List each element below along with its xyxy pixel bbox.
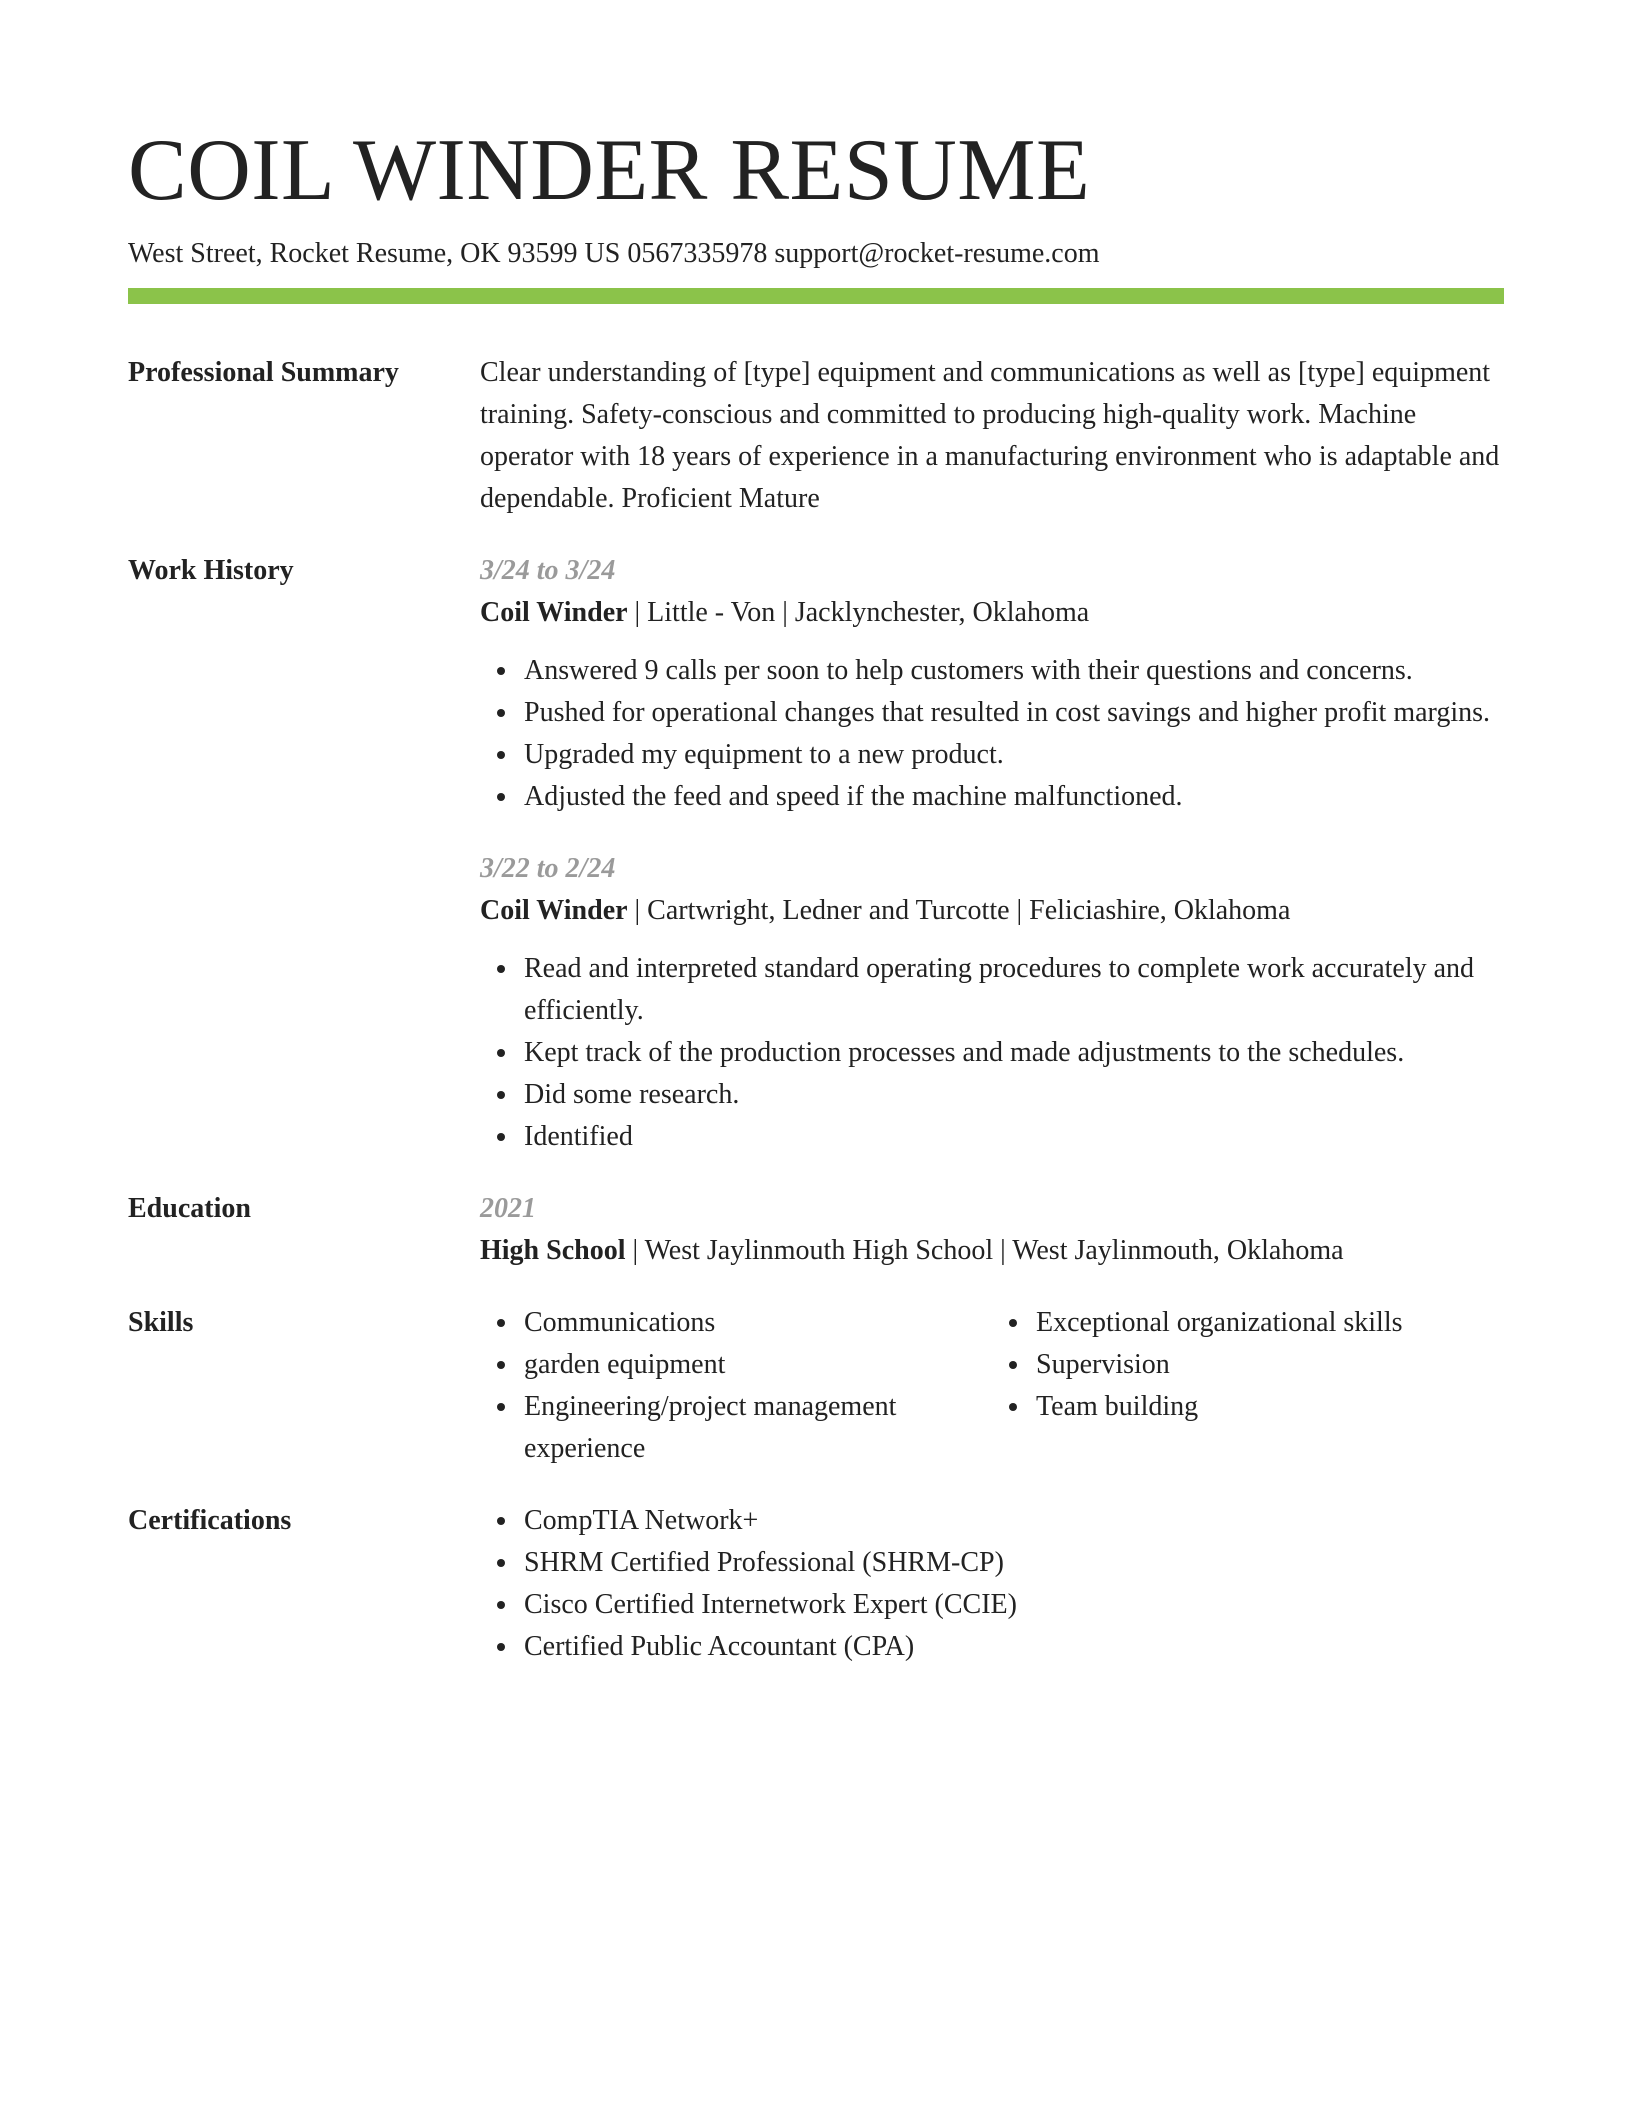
education-section bbox=[128, 1188, 1504, 1272]
summary-text: Clear understanding of [type] equipment and communications as well as [type] equipment training. Safety-conscious and committed to producing high-quality work. Machine operator with 18 years of experience in a manufacturing environment who is adaptable and dependable. Proficient Mature bbox=[480, 357, 1500, 514]
certifications-section bbox=[128, 1500, 1504, 1668]
contact-line: West Street, Rocket Resume, OK 93599 US 0567335978 support@rocket-resume.com bbox=[128, 238, 1100, 269]
certification-item: SHRM Certified Professional (SHRM-CP) bbox=[480, 1542, 1504, 1584]
skills-section bbox=[128, 1302, 1504, 1470]
section-label-skills: Skills bbox=[128, 1307, 194, 1338]
education-line bbox=[480, 1230, 1504, 1272]
job-employer-location: | Little - Von | Jacklynchester, Oklahoma bbox=[627, 597, 1090, 628]
job-entry bbox=[480, 848, 1504, 1158]
job-dates: 3/22 to 2/24 bbox=[480, 853, 616, 884]
education-body bbox=[480, 1188, 1504, 1272]
list-item: Pushed for operational changes that resulted in cost savings and higher profit margins. bbox=[480, 692, 1504, 734]
education-degree: High School bbox=[480, 1235, 626, 1266]
certification-item: Certified Public Accountant (CPA) bbox=[480, 1626, 1504, 1668]
job-entry bbox=[480, 550, 1504, 818]
education-year: 2021 bbox=[480, 1193, 536, 1224]
job-employer-location: | Cartwright, Ledner and Turcotte | Feliciashire, Oklahoma bbox=[627, 895, 1291, 926]
skills-list-left bbox=[480, 1302, 992, 1470]
job-role: Coil Winder bbox=[480, 597, 628, 628]
skill-item: Supervision bbox=[992, 1344, 1504, 1386]
certifications-list bbox=[480, 1500, 1504, 1668]
skill-item: Communications bbox=[480, 1302, 992, 1344]
list-item: Upgraded my equipment to a new product. bbox=[480, 734, 1504, 776]
resume-title: COIL WINDER RESUME bbox=[128, 122, 1091, 219]
list-item: Adjusted the feed and speed if the machine malfunctioned. bbox=[480, 776, 1504, 818]
certifications-body bbox=[480, 1500, 1504, 1668]
work-history-section bbox=[128, 550, 1504, 1158]
section-label-work-history: Work History bbox=[128, 555, 294, 586]
section-label-education: Education bbox=[128, 1193, 251, 1224]
skill-item: garden equipment bbox=[480, 1344, 992, 1386]
certification-item: Cisco Certified Internetwork Expert (CCIE) bbox=[480, 1584, 1504, 1626]
skill-item: Team building bbox=[992, 1386, 1504, 1428]
summary-section bbox=[128, 352, 1504, 520]
list-item: Read and interpreted standard operating procedures to complete work accurately and efficiently. bbox=[480, 948, 1504, 1032]
skill-item: Engineering/project management experience bbox=[480, 1386, 992, 1470]
skills-body bbox=[480, 1302, 1504, 1470]
list-item: Identified bbox=[480, 1116, 1504, 1158]
job-role: Coil Winder bbox=[480, 895, 628, 926]
job-title-line bbox=[480, 890, 1504, 932]
section-label-summary: Professional Summary bbox=[128, 357, 399, 388]
job-dates: 3/24 to 3/24 bbox=[480, 555, 616, 586]
skills-list-right bbox=[992, 1302, 1504, 1470]
skill-item: Exceptional organizational skills bbox=[992, 1302, 1504, 1344]
job-bullet-list bbox=[480, 948, 1504, 1158]
job-bullet-list bbox=[480, 650, 1504, 818]
list-item: Answered 9 calls per soon to help customers with their questions and concerns. bbox=[480, 650, 1504, 692]
list-item: Kept track of the production processes and made adjustments to the schedules. bbox=[480, 1032, 1504, 1074]
job-title-line bbox=[480, 592, 1504, 634]
education-school-location: | West Jaylinmouth High School | West Jaylinmouth, Oklahoma bbox=[625, 1235, 1344, 1266]
certification-item: CompTIA Network+ bbox=[480, 1500, 1504, 1542]
list-item: Did some research. bbox=[480, 1074, 1504, 1116]
work-history-body bbox=[480, 550, 1504, 1158]
accent-divider bbox=[128, 288, 1504, 304]
skills-columns bbox=[480, 1302, 1504, 1470]
section-label-certifications: Certifications bbox=[128, 1505, 292, 1536]
